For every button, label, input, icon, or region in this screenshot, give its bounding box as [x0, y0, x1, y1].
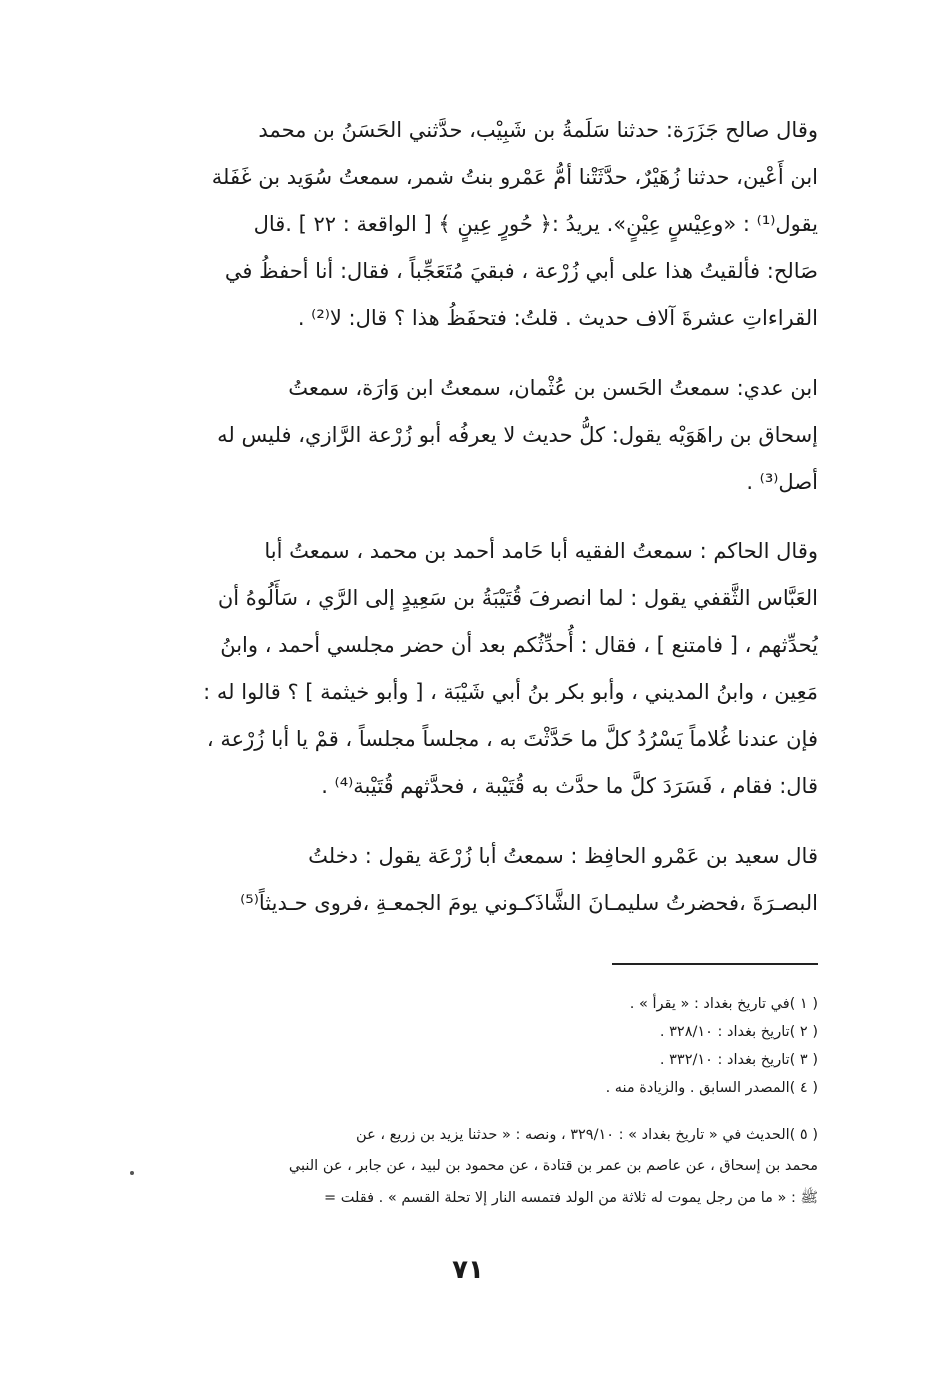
- footnote-1: ( ١ )في تاريخ بغداد : « يقرأ » .: [629, 996, 818, 1012]
- paragraph-3: [160, 528, 818, 810]
- page-number: ٧١: [452, 1255, 484, 1285]
- text-line: قال: فقام ، فَسَرَدَ كلَّ ما حدَّث به قُتَيْبة ، فحدَّثهم قُتَيْبة⁽⁴⁾ .: [321, 774, 818, 798]
- paragraph-2: [160, 365, 818, 506]
- text-line: العَبَّاس الثَّقفي يقول : لما انصرفَ قُتَيْبَةُ بن سَعِيدٍ إلى الرَّي ، سَأَلُوهُ أن: [217, 586, 818, 610]
- text-line: ابن أَعْين، حدثنا زُهَيْرٌ، حدَّثَتْنا أمُّ عَمْرو بنتُ شمر، سمعتُ سُوَيد بن غَفَلة: [211, 165, 818, 189]
- text-line: أصل⁽³⁾ .: [746, 470, 818, 494]
- paragraph-1: [160, 107, 818, 342]
- text-line: يُحدِّثهم ، [ فامتنع ] ، فقال : أُحدِّثُكم بعد أن حضر مجلسي أحمد ، وابنُ: [220, 633, 818, 657]
- text-line: فإن عندنا غُلاماً يَسْرُدُ كلَّ ما حَدَّثْتَ به ، مجلساً مجلساً ، قمْ يا أبا زُرْعة ،: [206, 727, 818, 751]
- text-line: البصـرَةَ ،فحضرتُ سليمـانَ الشَّاذَكـوني يومَ الجمعـةِ ،فروى حـديثاً⁽⁵⁾: [240, 891, 818, 915]
- footnote-5: ( ٥ )الحديث في « تاريخ بغداد » : ٣٢٩/١٠ ، ونصه : « حدثنا يزيد بن زريع ، عن: [356, 1127, 818, 1143]
- footnote-4: ( ٤ )المصدر السابق . والزيادة منه .: [605, 1080, 818, 1096]
- text-line: وقال الحاكم : سمعتُ الفقيه أبا حَامد أحمد بن محمد ، سمعتُ أبا: [264, 539, 818, 563]
- text-line: القراءاتِ عشرةَ آلاف حديث . قلتُ: فتحفَظُ هذا ؟ قال: لا⁽²⁾ .: [297, 306, 818, 330]
- footnote-3: ( ٣ )تاريخ بغداد : ٣٣٢/١٠ .: [659, 1052, 818, 1068]
- text-line: يقول⁽¹⁾ : «وعِيْسٍ عِيْنٍ». يريدُ :﴿ حُورٍ عِينٍ ﴾ [ الواقعة : ٢٢ ] .قال: [253, 212, 818, 236]
- text-line: وقال صالح جَزَرَة: حدثنا سَلَمةُ بن شَبِيْب، حدَّثني الحَسَنُ بن محمد: [258, 118, 818, 142]
- text-line: مَعِين ، وابنُ المديني ، وأبو بكر بنُ أبي شَيْبَة ، [ وأبو خيثمة ] ؟ قالوا له :: [203, 680, 818, 704]
- footnote-separator: [612, 963, 818, 965]
- scan-speck: [130, 1171, 134, 1175]
- footnote-5-continuation: ﷺ : « ما من رجل يموت له ثلاثة من الولد فتمسه النار إلا تحلة القسم » . فقلت =: [323, 1190, 818, 1206]
- paragraph-4: [160, 833, 818, 927]
- text-line: ابن عدي: سمعتُ الحَسن بن عُثْمان، سمعتُ ابن وَارَة، سمعتُ: [288, 376, 818, 400]
- text-line: قال سعيد بن عَمْرو الحافِظ : سمعتُ أبا زُرْعَة يقول : دخلتُ: [308, 844, 818, 868]
- footnote-2: ( ٢ )تاريخ بغداد : ٣٢٨/١٠ .: [659, 1024, 818, 1040]
- footnote-5-continuation: محمد بن إسحاق ، عن عاصم بن عمر بن قتادة ، عن محمود بن لبيد ، عن جابر ، عن النبي: [288, 1158, 818, 1174]
- text-line: صَالح: فألقيتُ هذا على أبي زُرْعة ، فبقيَ مُتَعَجِّباً ، فقال: أنا أحفظُ في: [224, 259, 818, 283]
- text-line: إسحاق بن راهَوَيْه يقول: كلُّ حديث لا يعرفُه أبو زُرْعة الرَّازي، فليس له: [217, 423, 818, 447]
